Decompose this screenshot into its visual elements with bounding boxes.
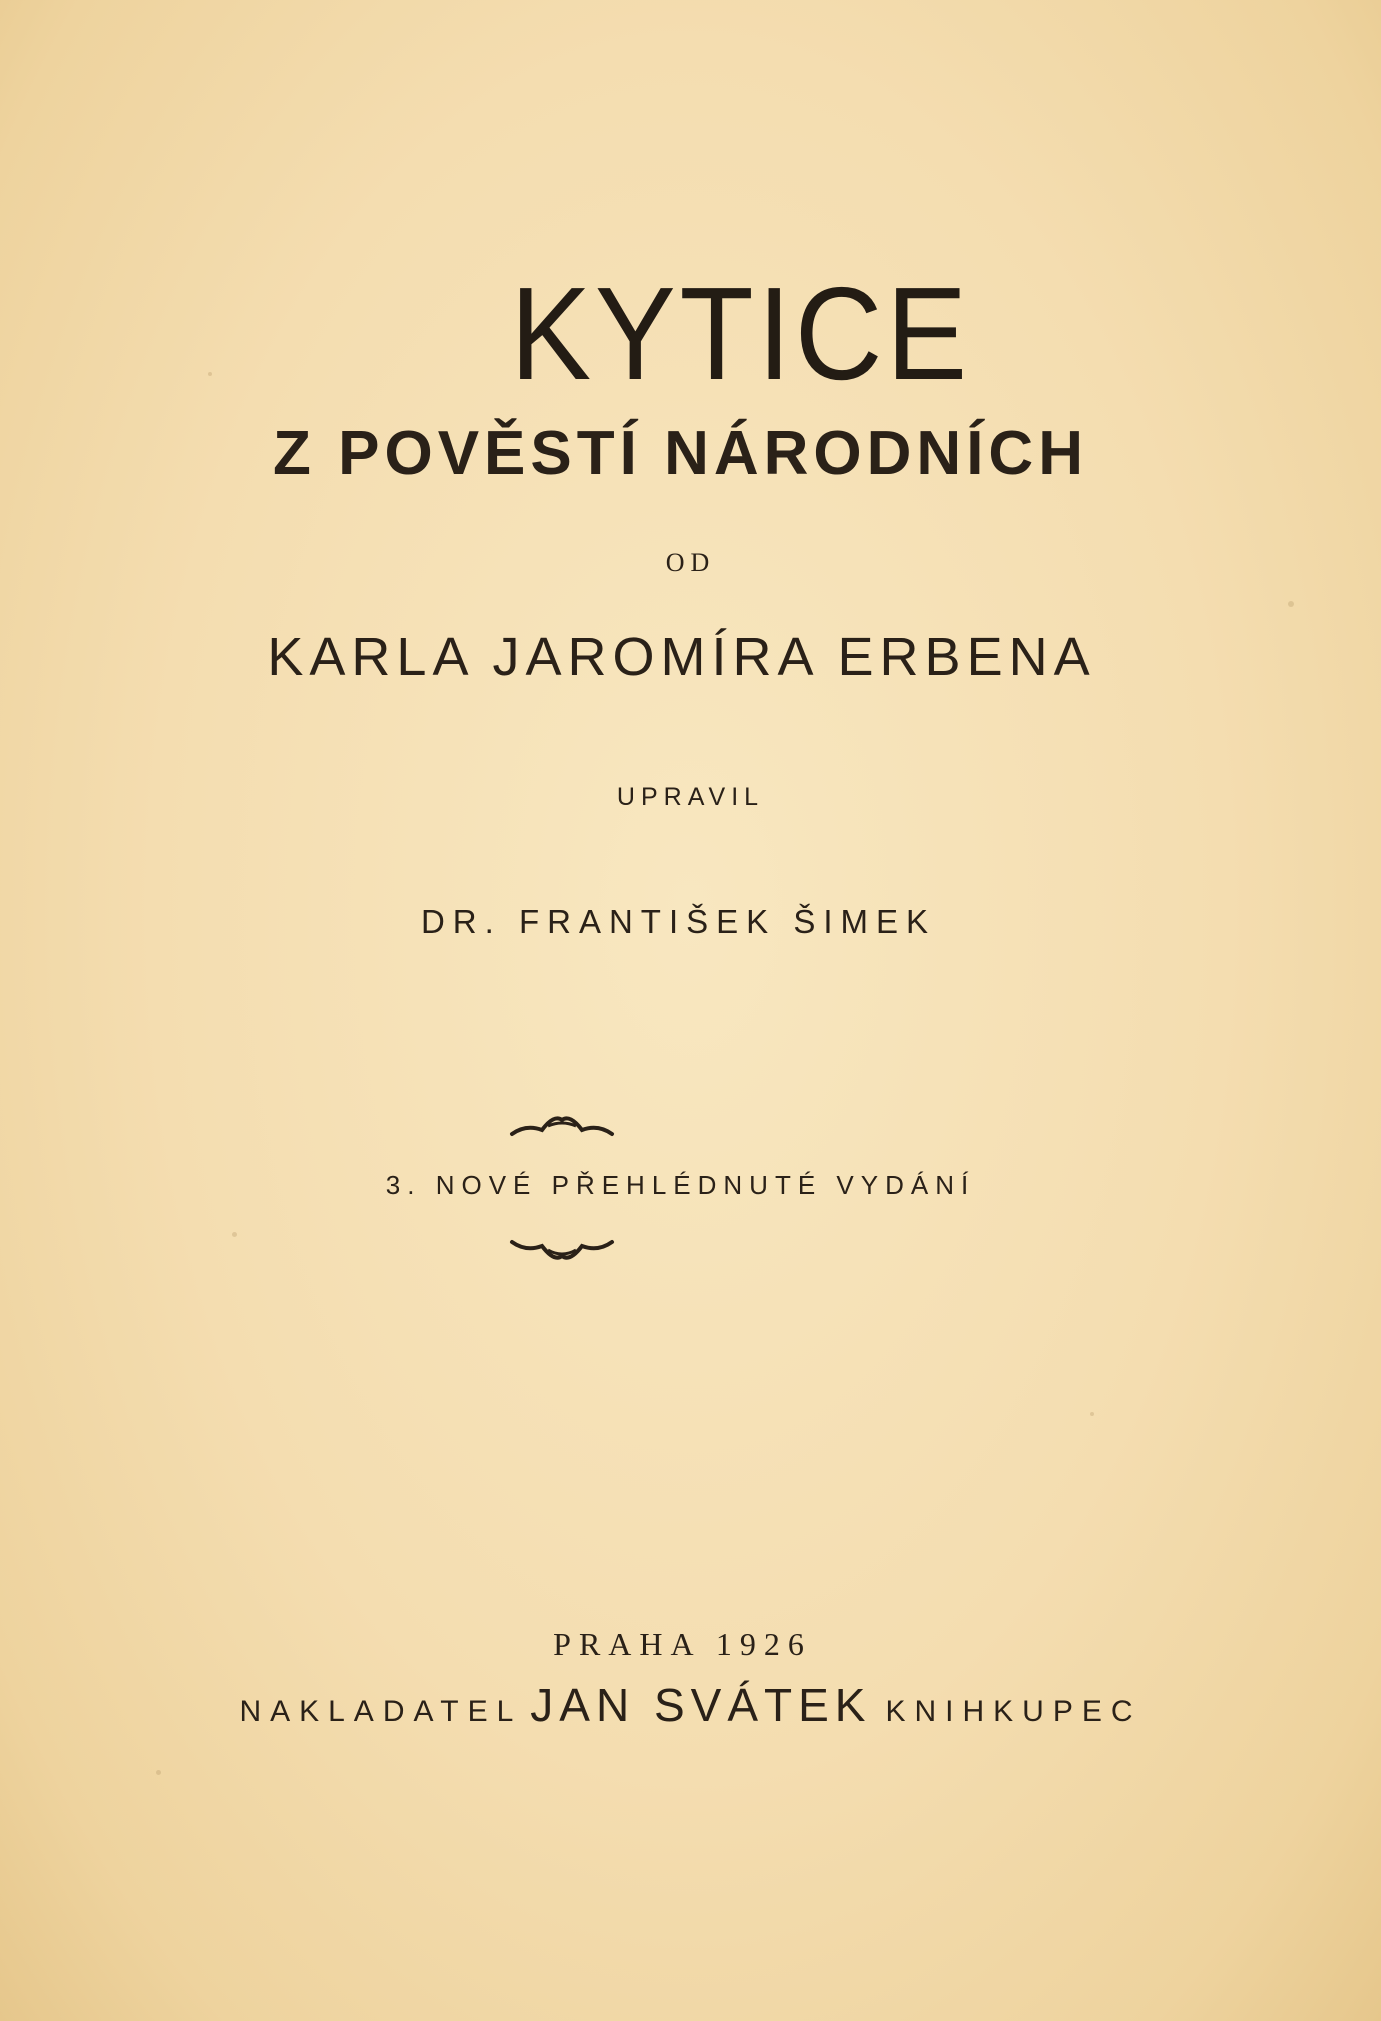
author-name: KARLA JAROMÍRA ERBENA [267,627,1096,687]
paper-speck [156,1770,161,1775]
paper-speck [232,1232,237,1237]
book-title: KYTICE [510,260,971,407]
by-label: OD [665,548,716,577]
edition-note: 3. NOVÉ PŘEHLÉDNUTÉ VYDÁNÍ [385,1170,976,1200]
place-and-year: PRAHA 1926 [553,1626,812,1662]
publisher-line [0,1678,1381,1732]
ornament-top-icon [508,1110,616,1140]
publisher-suffix: KNIHKUPEC [885,1695,1142,1728]
edited-by-label: UPRAVIL [616,783,765,811]
paper-speck [1288,601,1294,607]
paper-speck [1090,1412,1094,1416]
publisher-name: JAN SVÁTEK [530,1679,872,1731]
book-subtitle: Z POVĚSTÍ NÁRODNÍCH [273,419,1088,488]
editor-name: DR. FRANTIŠEK ŠIMEK [420,903,937,940]
publisher-prefix: NAKLADATEL [239,1695,523,1728]
ornament-bottom-icon [508,1236,616,1266]
